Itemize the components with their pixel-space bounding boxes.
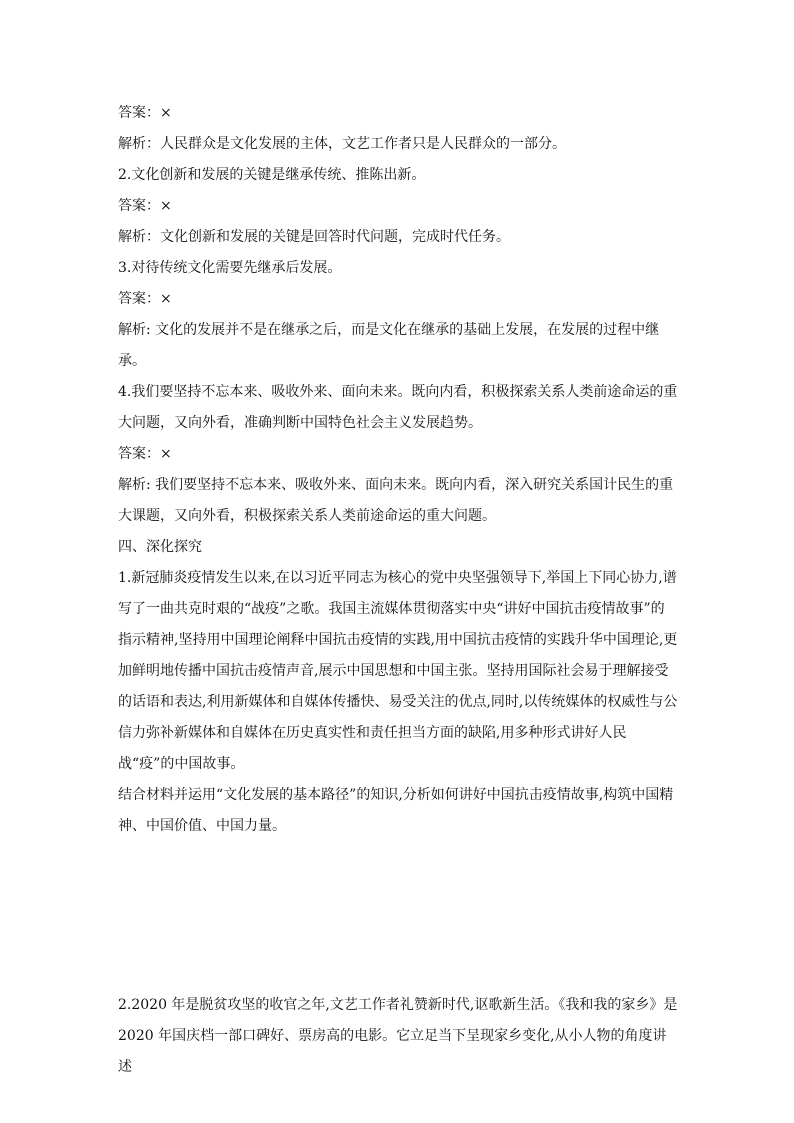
explanation-line: 解析：文化创新和发展的关键是回答时代问题，完成时代任务。	[118, 229, 510, 245]
explanation-line: 解析: 文化的发展并不是在继承之后，而是文化在继承的基础上发展，在发展的过程中继承。	[118, 322, 660, 369]
answer-space	[118, 842, 678, 990]
deep-question-1: 1.新冠肺炎疫情发生以来,在以习近平同志为核心的党中央坚强领导下,举国上下同心协力,谱写了一曲共克时艰的“战疫”之歌。我国主流媒体贯彻落实中央“讲好中国抗击疫情故事”的指示精神,坚持用中国理论阐释中国抗击疫情的实践,用中国抗击疫情的实践升华中国理论,更加鲜明地传播中国抗击疫情声音,展示中国思想和中国主张。坚持用国际社会易于理解接受的话语和表达,利用新媒体和自媒体传播快、易受关注的优点,同时,以传统媒体的权威性与公信力弥补新媒体和自媒体在历史真实性和责任担当方面的缺陷,用多种形式讲好人民战“疫”的中国故事。	[118, 570, 678, 772]
question-3: 3.对待传统文化需要先继承后发展。	[118, 260, 342, 276]
explanation-line: 解析：人民群众是文化发展的主体，文艺工作者只是人民群众的一部分。	[118, 136, 566, 152]
explanation-line: 解析: 我们要坚持不忘本来、吸收外来、面向未来。既向内看，深入研究关系国计民生的重大课题，又向外看，积极探索关系人类前途命运的重大问题。	[118, 477, 674, 524]
deep-question-2: 2.2020 年是脱贫攻坚的收官之年,文艺工作者礼赞新时代,讴歌新生活。《我和我的家乡》是 2020 年国庆档一部口碑好、票房高的电影。它立足当下呈现家乡变化,从小人物的角度讲述	[118, 997, 678, 1075]
question-4: 4.我们要坚持不忘本来、吸收外来、面向未来。既向内看，积极探索关系人类前途命运的重大问题，又向外看，准确判断中国特色社会主义发展趋势。	[118, 384, 678, 431]
answer-line: 答案：×	[118, 105, 172, 121]
answer-line: 答案：×	[118, 198, 172, 214]
answer-line: 答案：×	[118, 446, 172, 462]
answer-line: 答案：×	[118, 291, 172, 307]
deep-question-1-prompt: 结合材料并运用“文化发展的基本路径”的知识,分析如何讲好中国抗击疫情故事,构筑中国精神、中国价值、中国力量。	[118, 787, 674, 834]
question-2: 2.文化创新和发展的关键是继承传统、推陈出新。	[118, 167, 426, 183]
section-heading: 四、深化探究	[118, 539, 202, 555]
document-body	[118, 98, 678, 1083]
